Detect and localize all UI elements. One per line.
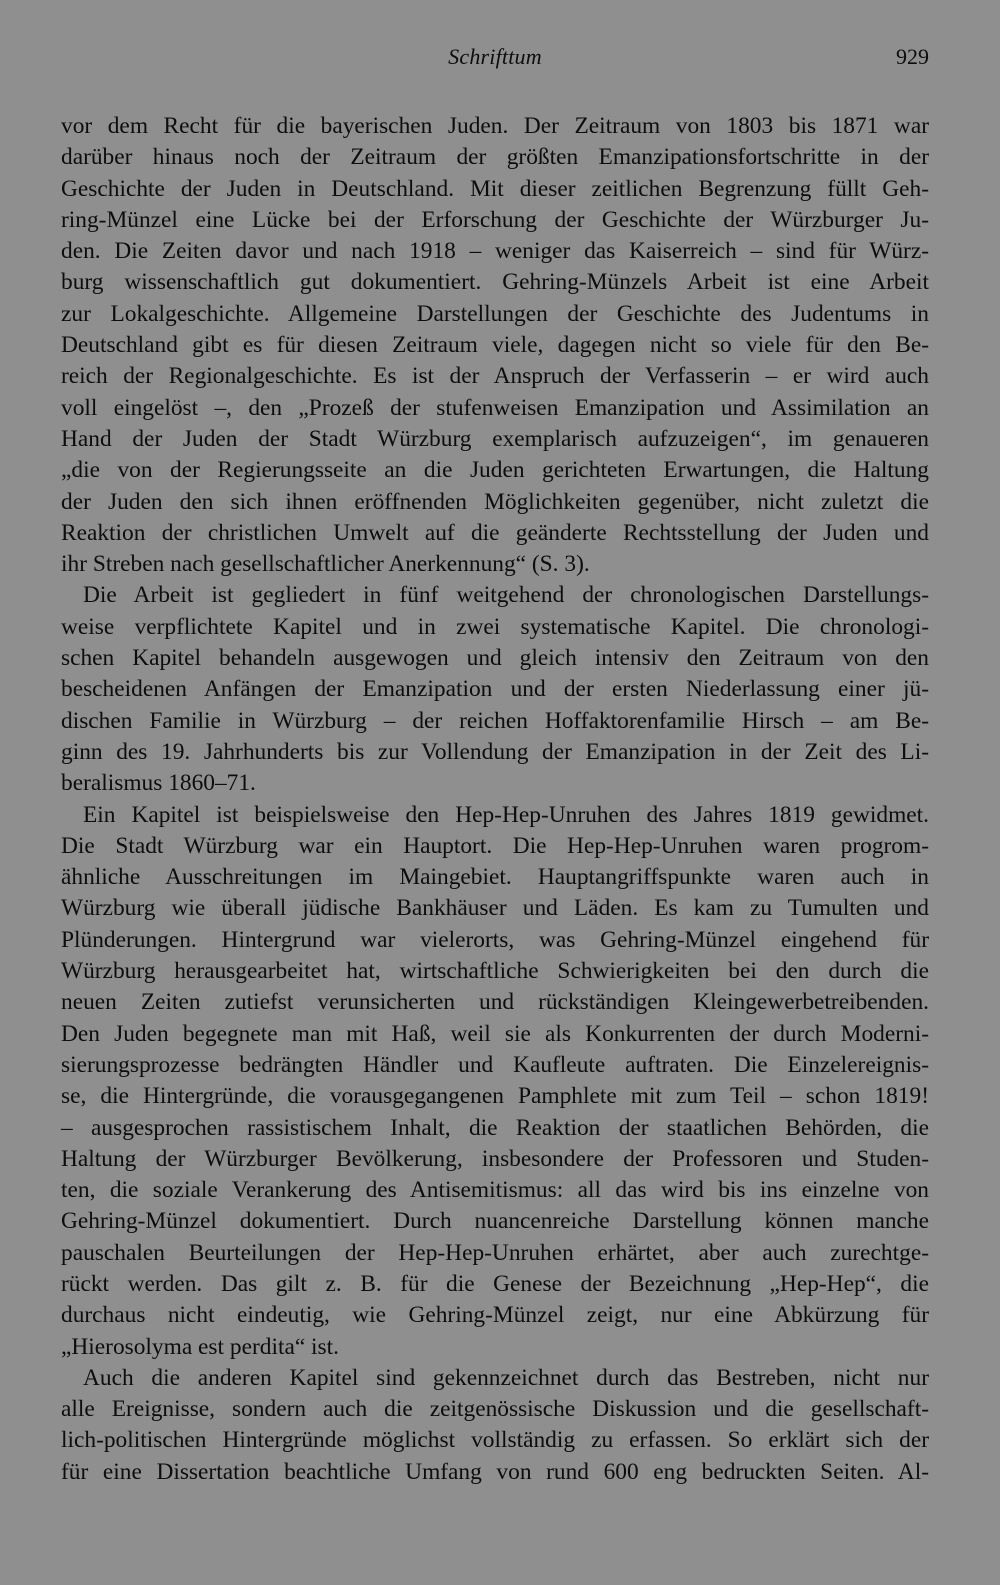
text-line: – ausgesprochen rassistischem Inhalt, die Reaktion der staatlichen Behörden, die: [61, 1114, 929, 1141]
text-line: bescheidenen Anfängen der Emanzipation und der ersten Niederlassung einer jü-: [61, 676, 929, 703]
running-title: Schrifttum: [448, 44, 542, 69]
paragraph: [61, 580, 929, 799]
text-line: sierungsprozesse bedrängten Händler und Kaufleute auftraten. Die Einzelereignis-: [61, 1051, 929, 1078]
text-line: neuen Zeiten zutiefst verunsicherten und rückständigen Kleingewerbetreibenden.: [61, 989, 929, 1016]
text-line: Den Juden begegnete man mit Haß, weil sie als Konkurrenten der durch Moderni-: [61, 1020, 929, 1047]
text-line: Plünderungen. Hintergrund war vielerorts, was Gehring-Münzel eingehend für: [61, 926, 929, 953]
paragraph: [61, 800, 929, 1363]
text-line: Würzburg herausgearbeitet hat, wirtschaftliche Schwierigkeiten bei den durch die: [61, 958, 929, 985]
text-line: ähnliche Ausschreitungen im Maingebiet. Hauptangriffspunkte waren auch in: [61, 864, 929, 891]
text-line: pauschalen Beurteilungen der Hep-Hep-Unruhen erhärtet, aber auch zurechtge-: [61, 1239, 929, 1266]
paragraph: [61, 1363, 929, 1488]
text-line: burg wissenschaftlich gut dokumentiert. Gehring-Münzels Arbeit ist eine Arbeit: [61, 269, 929, 296]
text-line: durchaus nicht eindeutig, wie Gehring-Münzel zeigt, nur eine Abkürzung für: [61, 1302, 929, 1329]
text-line: den. Die Zeiten davor und nach 1918 – weniger das Kaiserreich – sind für Würz-: [61, 238, 929, 265]
text-line: Geschichte der Juden in Deutschland. Mit dieser zeitlichen Begrenzung füllt Geh-: [61, 175, 929, 202]
text-line: Hand der Juden der Stadt Würzburg exemplarisch aufzuzeigen“, im genaueren: [61, 425, 929, 452]
text-line: ihr Streben nach gesellschaftlicher Anerkennung“ (S. 3).: [61, 551, 590, 578]
text-line: zur Lokalgeschichte. Allgemeine Darstellungen der Geschichte des Judentums in: [61, 300, 929, 327]
text-line: alle Ereignisse, sondern auch die zeitgenössische Diskussion und die gesellschaft-: [61, 1396, 929, 1423]
text-line: „die von der Regierungsseite an die Juden gerichteten Erwartungen, die Haltung: [61, 457, 929, 484]
text-line: se, die Hintergründe, die vorausgegangenen Pamphlete mit zum Teil – schon 1819!: [61, 1083, 929, 1110]
text-line: dischen Familie in Würzburg – der reichen Hoffaktorenfamilie Hirsch – am Be-: [61, 707, 929, 734]
text-line: Auch die anderen Kapitel sind gekennzeichnet durch das Bestreben, nicht nur: [83, 1364, 929, 1391]
running-head: [61, 44, 929, 80]
text-line: ginn des 19. Jahrhunderts bis zur Vollendung der Emanzipation in der Zeit des Li-: [61, 738, 929, 765]
text-line: vor dem Recht für die bayerischen Juden. Der Zeitraum von 1803 bis 1871 war: [61, 113, 929, 139]
text-line: ten, die soziale Verankerung des Antisemitismus: all das wird bis ins einzelne von: [61, 1177, 929, 1204]
text-line: Haltung der Würzburger Bevölkerung, insbesondere der Professoren und Studen-: [61, 1145, 929, 1172]
page-number: 929: [896, 44, 929, 69]
text-line: ring-Münzel eine Lücke bei der Erforschung der Geschichte der Würzburger Ju-: [61, 206, 929, 233]
text-line: Reaktion der christlichen Umwelt auf die geänderte Rechtsstellung der Juden und: [61, 519, 929, 546]
text-line: schen Kapitel behandeln ausgewogen und gleich intensiv den Zeitraum von den: [61, 645, 929, 672]
text-line: weise verpflichtete Kapitel und in zwei systematische Kapitel. Die chronologi-: [61, 613, 929, 640]
text-line: darüber hinaus noch der Zeitraum der größten Emanzipationsfortschritte in der: [61, 144, 929, 171]
text-line: Gehring-Münzel dokumentiert. Durch nuancenreiche Darstellung können manche: [61, 1208, 929, 1235]
text-line: beralismus 1860–71.: [61, 770, 256, 797]
paragraph: [61, 111, 929, 580]
text-line: Deutschland gibt es für diesen Zeitraum viele, dagegen nicht so viele für den Be-: [61, 332, 929, 359]
text-line: Ein Kapitel ist beispielsweise den Hep-Hep-Unruhen des Jahres 1819 gewidmet.: [83, 801, 929, 828]
text-line: Die Arbeit ist gegliedert in fünf weitgehend der chronologischen Darstellungs-: [83, 582, 929, 609]
text-line: lich-politischen Hintergründe möglichst vollständig zu erfassen. So erklärt sich der: [61, 1427, 929, 1454]
text-line: rückt werden. Das gilt z. B. für die Genese der Bezeichnung „Hep-Hep“, die: [61, 1270, 929, 1297]
text-line: für eine Dissertation beachtliche Umfang von rund 600 eng bedruckten Seiten. Al-: [61, 1458, 929, 1485]
text-line: Die Stadt Würzburg war ein Hauptort. Die Hep-Hep-Unruhen waren progrom-: [61, 832, 929, 859]
text-line: Würzburg wie überall jüdische Bankhäuser und Läden. Es kam zu Tumulten und: [61, 895, 929, 922]
text-line: reich der Regionalgeschichte. Es ist der Anspruch der Verfasserin – er wird auch: [61, 363, 929, 390]
text-line: voll eingelöst –, den „Prozeß der stufenweisen Emanzipation und Assimilation an: [61, 394, 929, 421]
text-line: der Juden den sich ihnen eröffnenden Möglichkeiten gegenüber, nicht zuletzt die: [61, 488, 929, 515]
body-text: [61, 111, 929, 1488]
text-line: „Hierosolyma est perdita“ ist.: [61, 1333, 340, 1360]
